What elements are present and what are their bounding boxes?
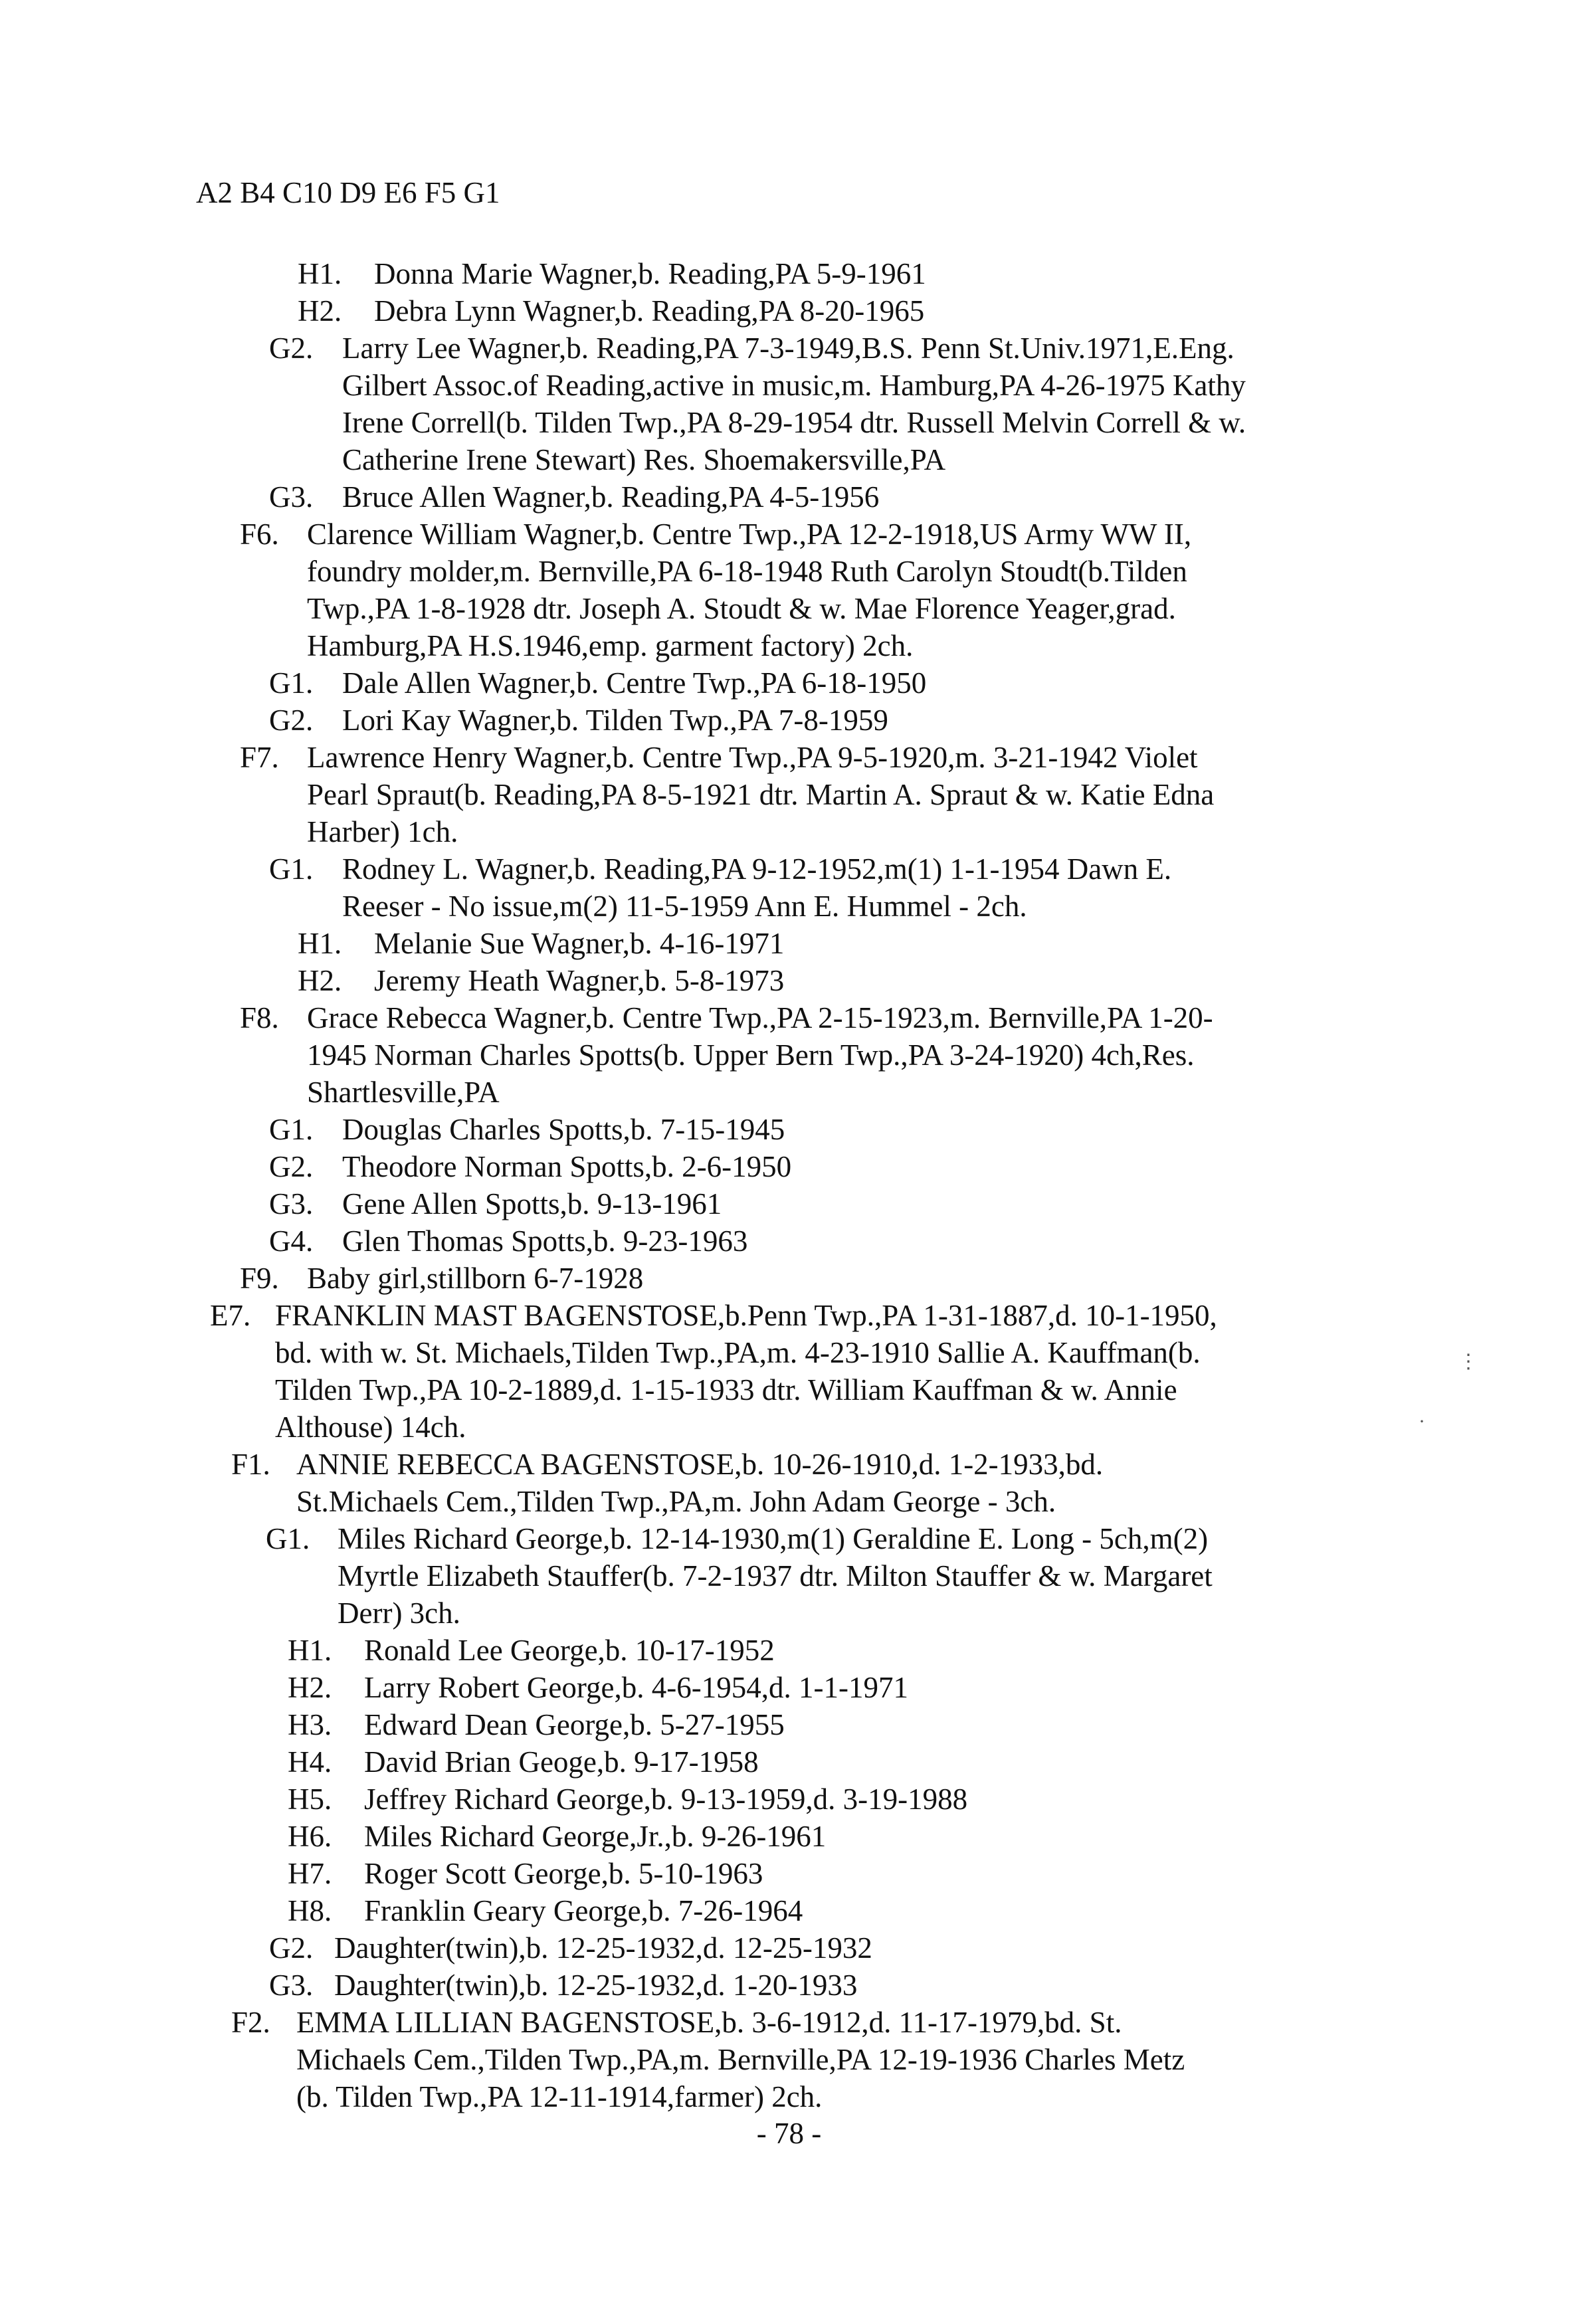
entry-f2-emma [0,2004,1578,2115]
entry-line: Irene Correll(b. Tilden Twp.,PA 8-29-1954 dtr. Russell Melvin Correll & w. [342,406,1246,439]
entry-line: Reeser - No issue,m(2) 11-5-1959 Ann E. Hummel - 2ch. [342,890,1027,923]
entry-line: Myrtle Elizabeth Stauffer(b. 7-2-1937 dtr. Milton Stauffer & w. Margaret [338,1559,1213,1593]
entry-line: Gilbert Assoc.of Reading,active in music,m. Hamburg,PA 4-26-1975 Kathy [342,369,1246,402]
entry-line: Miles Richard George,Jr.,b. 9-26-1961 [364,1820,827,1853]
entry-g3-daughter-twin [0,1967,1578,2004]
entry-label: F7. [240,741,279,774]
entry-line: Daughter(twin),b. 12-25-1932,d. 1-20-1933 [334,1969,858,2002]
entry-line: Twp.,PA 1-8-1928 dtr. Joseph A. Stoudt & w. Mae Florence Yeager,grad. [307,592,1176,625]
entry-line: Michaels Cem.,Tilden Twp.,PA,m. Bernville,PA 12-19-1936 Charles Metz [296,2043,1185,2076]
entry-h1-ronald [0,1632,1578,1669]
entry-label: G2. [269,1931,314,1965]
entry-line: Harber) 1ch. [307,815,458,848]
entry-line: Miles Richard George,b. 12-14-1930,m(1) Geraldine E. Long - 5ch,m(2) [338,1522,1209,1555]
entry-line: Hamburg,PA H.S.1946,emp. garment factory) 2ch. [307,629,914,662]
entry-g2-theodore [0,1148,1578,1185]
entry-f9-baby-girl [0,1260,1578,1297]
entry-g1-rodney [0,850,1578,925]
entry-line: Grace Rebecca Wagner,b. Centre Twp.,PA 2-15-1923,m. Bernville,PA 1-20- [307,1001,1213,1034]
entry-label: G2. [269,332,314,365]
entry-label: E7. [210,1299,251,1332]
entry-h8-franklin-geary [0,1892,1578,1929]
page-number: - 78 - [756,2117,822,2150]
entry-line: Roger Scott George,b. 5-10-1963 [364,1857,763,1890]
entry-h2-debra [0,292,1578,330]
entry-label: H1. [298,927,342,960]
entry-line: St.Michaels Cem.,Tilden Twp.,PA,m. John Adam George - 3ch. [296,1485,1056,1518]
entry-label: H4. [288,1745,332,1779]
entry-line: Catherine Irene Stewart) Res. Shoemakersville,PA [342,443,946,476]
entry-line: (b. Tilden Twp.,PA 12-11-1914,farmer) 2ch. [296,2080,823,2113]
entry-label: G1. [266,1522,310,1555]
entry-h4-david [0,1743,1578,1781]
entry-label: F6. [240,518,279,551]
genealogy-entries [0,255,1578,2115]
entry-label: G3. [269,1969,314,2002]
entry-label: F8. [240,1001,279,1034]
entry-label: H3. [288,1708,332,1741]
entry-line: Daughter(twin),b. 12-25-1932,d. 12-25-1932 [334,1931,872,1965]
entry-line: Douglas Charles Spotts,b. 7-15-1945 [342,1113,785,1146]
entry-g2-larry [0,330,1578,478]
entry-line: Larry Lee Wagner,b. Reading,PA 7-3-1949,B.S. Penn St.Univ.1971,E.Eng. [342,332,1234,365]
entry-label: G4. [269,1224,314,1258]
entry-line: Gene Allen Spotts,b. 9-13-1961 [342,1187,722,1220]
entry-e7-franklin [0,1297,1578,1446]
entry-label: G3. [269,480,314,514]
entry-h6-miles-jr [0,1818,1578,1855]
entry-g2-daughter-twin [0,1929,1578,1967]
entry-line: Tilden Twp.,PA 10-2-1889,d. 1-15-1933 dtr. William Kauffman & w. Annie [275,1373,1177,1406]
entry-line: Shartlesville,PA [307,1076,500,1109]
entry-label: H6. [288,1820,332,1853]
entry-label: H5. [288,1783,332,1816]
entry-line: Theodore Norman Spotts,b. 2-6-1950 [342,1150,792,1183]
entry-f1-annie [0,1446,1578,1520]
entry-g1-miles [0,1520,1578,1632]
entry-h1-donna [0,255,1578,292]
entry-line: Dale Allen Wagner,b. Centre Twp.,PA 6-18-1950 [342,666,927,700]
entry-h2-jeremy [0,962,1578,999]
entry-f7-lawrence [0,739,1578,850]
entry-line: Ronald Lee George,b. 10-17-1952 [364,1634,775,1667]
entry-label: G3. [269,1187,314,1220]
entry-h7-roger [0,1855,1578,1892]
entry-label: H8. [288,1894,332,1927]
entry-line: Althouse) 14ch. [275,1410,466,1444]
entry-line: David Brian Geoge,b. 9-17-1958 [364,1745,759,1779]
entry-line: Clarence William Wagner,b. Centre Twp.,PA 12-2-1918,US Army WW II, [307,518,1192,551]
entry-line: EMMA LILLIAN BAGENSTOSE,b. 3-6-1912,d. 11-17-1979,bd. St. [296,2006,1122,2039]
entry-g1-dale [0,664,1578,702]
entry-line: Edward Dean George,b. 5-27-1955 [364,1708,785,1741]
entry-h2-larry-robert [0,1669,1578,1706]
entry-line: Lori Kay Wagner,b. Tilden Twp.,PA 7-8-1959 [342,704,888,737]
entry-label: F9. [240,1262,279,1295]
lineage-header: A2 B4 C10 D9 E6 F5 G1 [196,176,500,209]
entry-line: Baby girl,stillborn 6-7-1928 [307,1262,644,1295]
entry-label: H1. [288,1634,332,1667]
entry-g4-glen [0,1222,1578,1260]
entry-label: G1. [269,852,314,886]
entry-line: FRANKLIN MAST BAGENSTOSE,b.Penn Twp.,PA 1-31-1887,d. 10-1-1950, [275,1299,1217,1332]
entry-f8-grace [0,999,1578,1111]
entry-h5-jeffrey [0,1781,1578,1818]
entry-g3-gene [0,1185,1578,1222]
entry-line: Melanie Sue Wagner,b. 4-16-1971 [374,927,785,960]
entry-h3-edward [0,1706,1578,1743]
entry-label: H2. [298,294,342,328]
entry-line: Jeremy Heath Wagner,b. 5-8-1973 [374,964,785,997]
entry-label: G2. [269,704,314,737]
entry-line: Bruce Allen Wagner,b. Reading,PA 4-5-1956 [342,480,880,514]
entry-label: F1. [231,1448,270,1481]
entry-label: F2. [231,2006,270,2039]
scan-speck: · [1419,1410,1425,1432]
entry-line: Jeffrey Richard George,b. 9-13-1959,d. 3-19-1988 [364,1783,968,1816]
entry-g3-bruce [0,478,1578,516]
entry-line: Derr) 3ch. [338,1597,460,1630]
entry-line: Glen Thomas Spotts,b. 9-23-1963 [342,1224,748,1258]
entry-line: Lawrence Henry Wagner,b. Centre Twp.,PA 9-5-1920,m. 3-21-1942 Violet [307,741,1198,774]
entry-g1-douglas [0,1111,1578,1148]
entry-label: G1. [269,666,314,700]
entry-label: H7. [288,1857,332,1890]
entry-line: Pearl Spraut(b. Reading,PA 8-5-1921 dtr. Martin A. Spraut & w. Katie Edna [307,778,1215,811]
entry-line: bd. with w. St. Michaels,Tilden Twp.,PA,m. 4-23-1910 Sallie A. Kauffman(b. [275,1336,1201,1369]
entry-line: Rodney L. Wagner,b. Reading,PA 9-12-1952,m(1) 1-1-1954 Dawn E. [342,852,1172,886]
entry-line: ANNIE REBECCA BAGENSTOSE,b. 10-26-1910,d. 1-2-1933,bd. [296,1448,1104,1481]
entry-label: H2. [298,964,342,997]
scan-speck: ⋮ [1458,1351,1478,1373]
entry-line: 1945 Norman Charles Spotts(b. Upper Bern Twp.,PA 3-24-1920) 4ch,Res. [307,1038,1195,1072]
entry-label: H2. [288,1671,332,1704]
entry-label: G1. [269,1113,314,1146]
entry-line: foundry molder,m. Bernville,PA 6-18-1948 Ruth Carolyn Stoudt(b.Tilden [307,555,1187,588]
entry-line: Donna Marie Wagner,b. Reading,PA 5-9-1961 [374,257,926,290]
entry-label: G2. [269,1150,314,1183]
entry-line: Larry Robert George,b. 4-6-1954,d. 1-1-1971 [364,1671,908,1704]
entry-line: Franklin Geary George,b. 7-26-1964 [364,1894,803,1927]
entry-g2-lori [0,702,1578,739]
entry-label: H1. [298,257,342,290]
entry-f6-clarence [0,516,1578,664]
entry-line: Debra Lynn Wagner,b. Reading,PA 8-20-1965 [374,294,925,328]
entry-h1-melanie [0,925,1578,962]
